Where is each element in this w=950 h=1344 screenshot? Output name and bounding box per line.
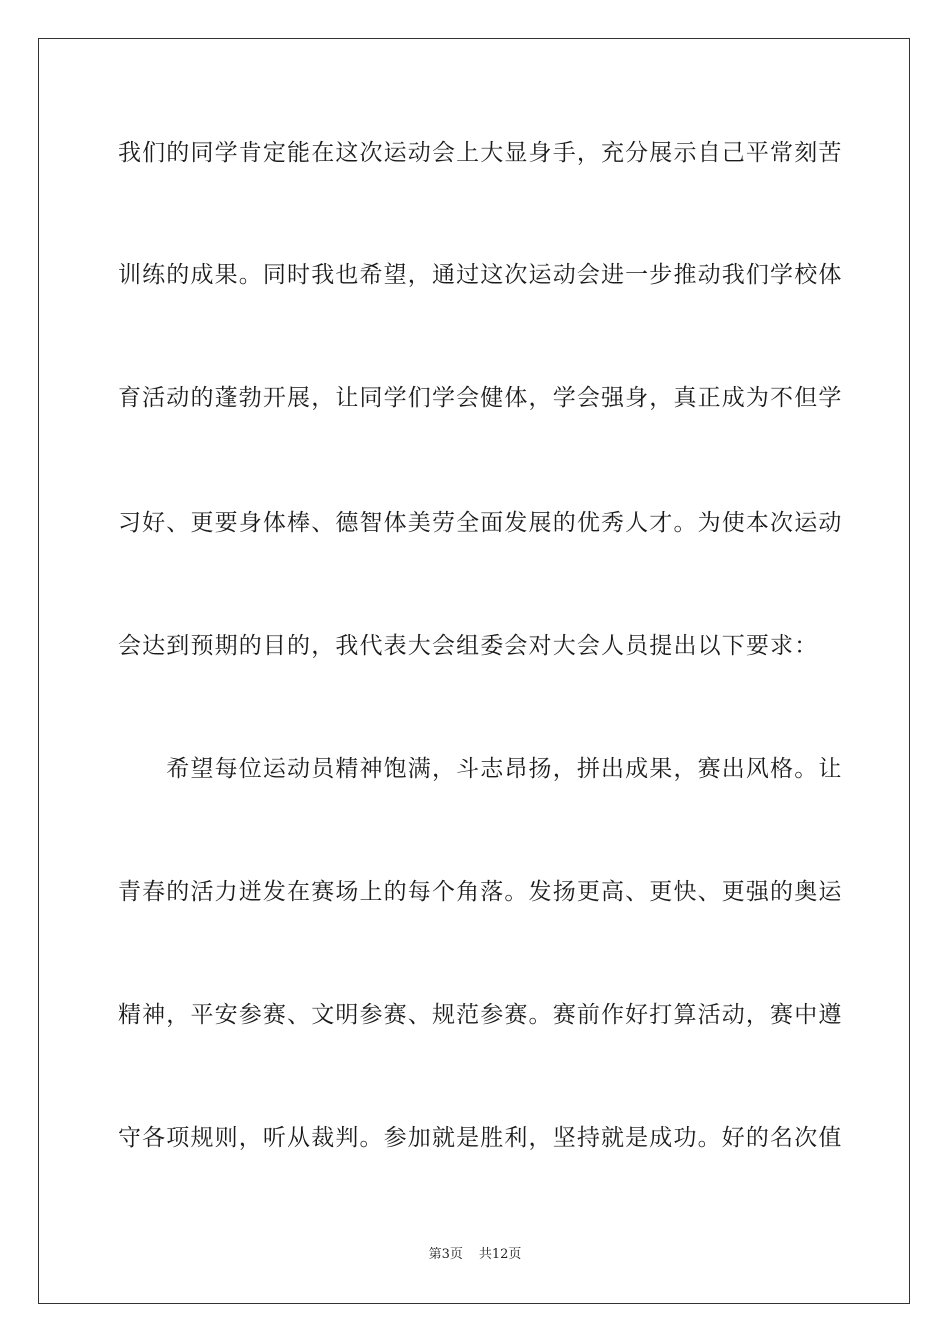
body-text-line-9: 守各项规则，听从裁判。参加就是胜利，坚持就是成功。好的名次值 — [118, 1125, 843, 1151]
body-text-line-6: 希望每位运动员精神饱满，斗志昂扬，拼出成果，赛出风格。让 — [118, 756, 843, 782]
body-text-line-4: 习好、更要身体棒、德智体美劳全面发展的优秀人才。为使本次运动 — [118, 510, 843, 536]
body-text-line-8: 精神，平安参赛、文明参赛、规范参赛。赛前作好打算活动，赛中遵 — [118, 1002, 843, 1028]
body-text-line-1: 我们的同学肯定能在这次运动会上大显身手，充分展示自己平常刻苦 — [118, 140, 843, 166]
body-text-line-3: 育活动的蓬勃开展，让同学们学会健体，学会强身，真正成为不但学 — [118, 385, 843, 411]
body-text-line-2: 训练的成果。同时我也希望，通过这次运动会进一步推动我们学校体 — [118, 262, 843, 288]
page-footer — [0, 1246, 950, 1264]
body-text-line-5: 会达到预期的目的，我代表大会组委会对大会人员提出以下要求： — [118, 633, 819, 659]
page-number: 第3页 — [428, 1247, 463, 1262]
body-text-line-7: 青春的活力迸发在赛场上的每个角落。发扬更高、更快、更强的奥运 — [118, 879, 843, 905]
page-border — [38, 38, 910, 1304]
page-total: 共12页 — [478, 1247, 522, 1262]
